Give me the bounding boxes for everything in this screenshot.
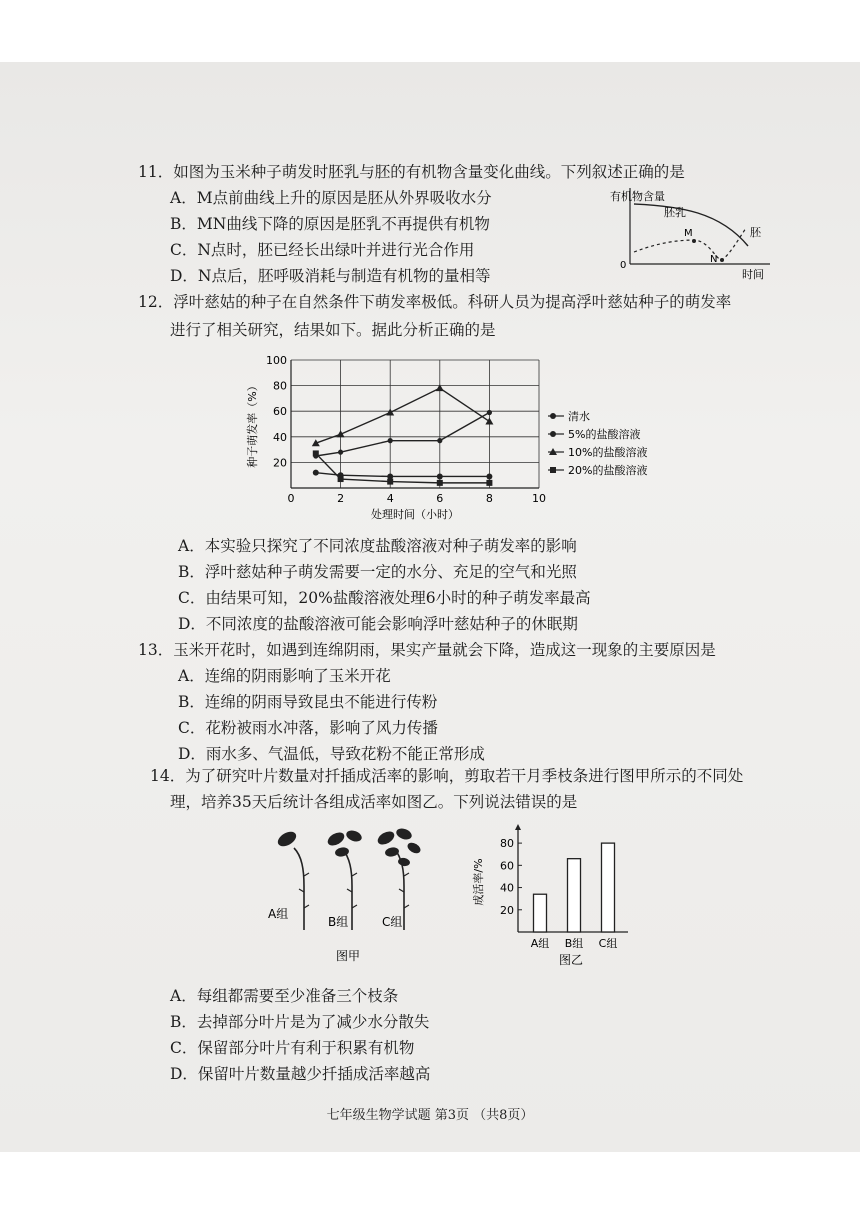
chart-caption: 图乙	[558, 953, 584, 967]
fig-jia-caption: 图甲	[336, 949, 361, 963]
data-point	[386, 408, 394, 415]
data-point	[388, 438, 393, 443]
category-label: A组	[530, 937, 550, 950]
bar	[568, 859, 581, 932]
q11-x-label: 时间	[742, 268, 764, 281]
q12-option-d: D．不同浓度的盐酸溶液可能会影响浮叶慈姑种子的休眠期	[178, 615, 578, 633]
q14-option-c: C．保留部分叶片有利于积累有机物	[170, 1039, 415, 1057]
q11-embryo-label: 胚	[750, 226, 761, 239]
bar	[602, 843, 615, 932]
q11-option-a: A．M点前曲线上升的原因是胚从外界吸收水分	[170, 189, 492, 207]
q14-option-d: D．保留叶片数量越少扦插成活率越高	[170, 1065, 431, 1083]
legend-label: 5%的盐酸溶液	[568, 428, 641, 441]
x-tick-label: 0	[287, 492, 295, 505]
legend-marker	[550, 467, 556, 473]
data-point	[487, 410, 492, 415]
y-tick-label: 80	[273, 379, 287, 393]
data-point	[437, 438, 442, 443]
leaf-c-3	[384, 846, 399, 857]
node-marks	[299, 873, 409, 908]
q11-point-m	[692, 239, 696, 243]
q12-option-b: B．浮叶慈姑种子萌发需要一定的水分、充足的空气和光照	[178, 563, 577, 581]
fig-jia-label-a: A组	[268, 907, 289, 921]
q11-m-label: M	[684, 228, 693, 239]
q11-point-n	[720, 258, 724, 262]
q12-stem-line2: 进行了相关研究，结果如下。据此分析正确的是	[170, 321, 496, 339]
data-point	[437, 473, 443, 479]
survival-bar-chart	[468, 822, 648, 972]
q13-option-d: D．雨水多、气温低，导致花粉不能正常形成	[178, 745, 485, 763]
legend-marker	[550, 413, 556, 419]
y-tick-label: 40	[500, 881, 514, 895]
q12-option-c: C．由结果可知，20%盐酸溶液处理6小时的种子萌发率最高	[178, 589, 591, 607]
leaf-a	[275, 829, 298, 849]
y-tick-label: 60	[500, 859, 514, 873]
category-label: B组	[564, 937, 584, 950]
q11-endosperm-label: 胚乳	[664, 206, 686, 219]
germination-line-chart	[248, 350, 668, 520]
fig-jia-label-b: B组	[328, 915, 349, 929]
q13-option-b: B．连绵的阴雨导致昆虫不能进行传粉	[178, 693, 438, 711]
y-axis-arrow	[515, 824, 521, 830]
q11-endosperm-curve	[634, 204, 748, 246]
y-tick-label: 60	[273, 405, 287, 419]
q13-option-c: C．花粉被雨水冲落，影响了风力传播	[178, 719, 438, 737]
q14-stem-line2: 理，培养35天后统计各组成活率如图乙。下列说法错误的是	[170, 793, 578, 811]
q11-option-c: C．N点时，胚已经长出绿叶并进行光合作用	[170, 241, 475, 259]
q11-figure	[600, 184, 780, 284]
page-footer: 七年级生物学试题 第3页 （共8页）	[326, 1108, 534, 1123]
data-point	[387, 473, 393, 479]
q12-stem-line1: 12．浮叶慈姑的种子在自然条件下萌发率极低。科研人员为提高浮叶慈姑种子的萌发率	[138, 293, 732, 311]
q11-y-label-1	[610, 189, 665, 203]
y-tick-label: 20	[273, 456, 287, 470]
x-tick-label: 4	[386, 492, 394, 505]
data-point	[338, 476, 344, 482]
x-tick-label: 8	[485, 492, 493, 505]
data-point	[485, 417, 493, 424]
leaf-b-1	[325, 830, 346, 849]
data-point	[486, 480, 492, 486]
legend-label: 20%的盐酸溶液	[568, 464, 648, 477]
y-tick-label: 40	[273, 430, 287, 444]
legend-marker	[550, 431, 556, 437]
q14-stem-line1: 14．为了研究叶片数量对扦插成活率的影响，剪取若干月季枝条进行图甲所示的不同处	[150, 767, 744, 785]
q13-option-a: A．连绵的阴雨影响了玉米开花	[178, 667, 391, 685]
x-axis-label: 处理时间（小时）	[371, 508, 459, 521]
q14-option-a: A．每组都需要至少准备三个枝条	[170, 987, 399, 1005]
data-point	[387, 479, 393, 485]
bar	[534, 894, 547, 932]
data-point	[313, 450, 319, 456]
q11-option-d: D．N点后，胚呼吸消耗与制造有机物的量相等	[170, 267, 491, 285]
leaf-b-2	[345, 829, 363, 844]
q11-option-b: B．MN曲线下降的原因是胚乳不再提供有机物	[170, 215, 490, 233]
q11-y-label: 有机物含量	[610, 190, 665, 203]
leaf-c-1	[375, 829, 396, 848]
y-axis-label: 种子萌发率（%）	[246, 380, 259, 468]
leaf-c-4	[406, 841, 423, 856]
category-label: C组	[598, 937, 618, 950]
leaf-c-2	[395, 827, 413, 842]
cutting-diagram	[262, 826, 452, 966]
y-tick-label: 100	[266, 354, 287, 367]
q12-option-a: A．本实验只探究了不同浓度盐酸溶液对种子萌发率的影响	[178, 537, 577, 555]
q14-option-b: B．去掉部分叶片是为了减少水分散失	[170, 1013, 430, 1031]
data-point	[338, 450, 343, 455]
q11-n-label: N	[710, 254, 718, 265]
y-tick-label: 80	[500, 837, 514, 851]
data-point	[486, 473, 492, 479]
legend-label: 10%的盐酸溶液	[568, 446, 648, 459]
q11-stem: 11．如图为玉米种子萌发时胚乳与胚的有机物含量变化曲线。下列叙述正确的是	[138, 163, 685, 181]
legend-label: 清水	[568, 410, 590, 423]
q11-origin-label: 0	[620, 260, 627, 271]
x-tick-label: 6	[436, 492, 444, 505]
data-point	[437, 480, 443, 486]
y-axis-label: 成活率/%	[472, 858, 485, 906]
x-tick-label: 2	[337, 492, 345, 505]
q13-stem: 13．玉米开花时，如遇到连绵阴雨，果实产量就会下降，造成这一现象的主要原因是	[138, 641, 716, 659]
fig-jia-label-c: C组	[382, 915, 403, 929]
background-strip	[0, 1152, 860, 1217]
y-tick-label: 20	[500, 903, 514, 917]
x-tick-label: 10	[532, 492, 546, 505]
data-point	[313, 470, 319, 476]
